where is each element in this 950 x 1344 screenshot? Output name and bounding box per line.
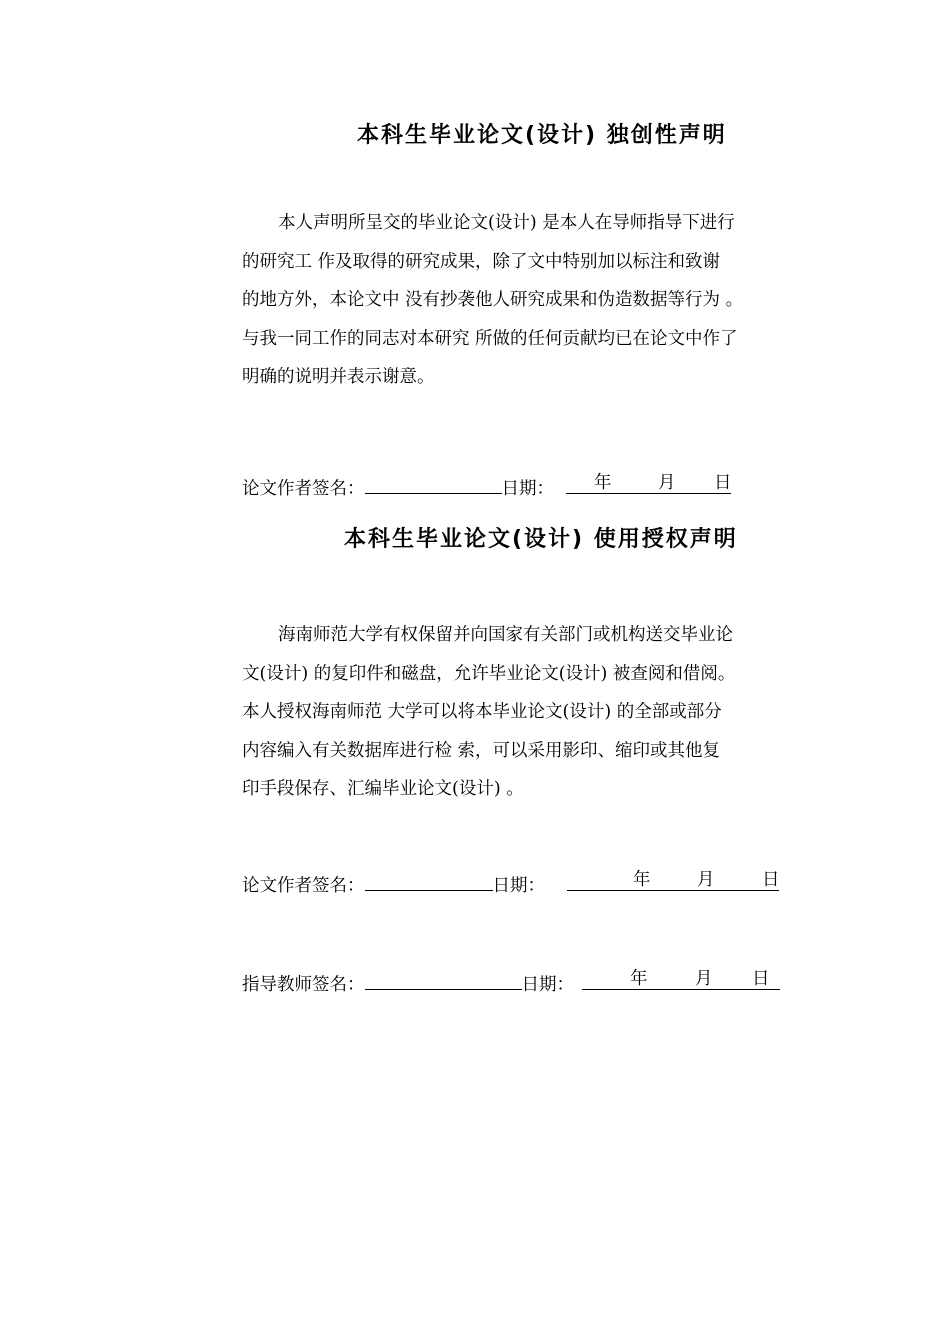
- date-label: 日期：: [521, 975, 574, 995]
- month-label: 月: [658, 473, 676, 493]
- signature-blank[interactable]: [365, 871, 493, 891]
- month-label: 月: [697, 870, 715, 890]
- body-line: 文(设计) 的复印件和磁盘，允许毕业论文(设计) 被查阅和借阅。: [242, 663, 736, 684]
- advisor-signature-label: 指导教师签名：: [242, 975, 365, 995]
- authorization-declaration-body: [242, 622, 735, 815]
- signature-blank[interactable]: [365, 474, 502, 494]
- date-blank[interactable]: [566, 471, 731, 494]
- day-label: 日: [752, 969, 770, 989]
- originality-declaration-title: 本科生毕业论文(设计) 独创性声明: [357, 123, 727, 148]
- authorization-declaration-title: 本科生毕业论文(设计) 使用授权声明: [344, 527, 738, 552]
- body-line: 印手段保存、汇编毕业论文(设计) 。: [242, 779, 524, 799]
- advisor-signature-blank[interactable]: [365, 970, 522, 990]
- day-label: 日: [714, 473, 732, 493]
- author-signature-row: [242, 471, 731, 501]
- signature-label: 论文作者签名：: [242, 876, 365, 896]
- day-label: 日: [762, 870, 780, 890]
- date-blank[interactable]: [567, 868, 779, 891]
- originality-declaration-body: [242, 210, 743, 403]
- body-line: 的地方外，本论文中 没有抄袭他人研究成果和伪造数据等行为 。: [242, 290, 744, 310]
- author-signature-row-2: [242, 868, 779, 898]
- body-line: 与我一同工作的同志对本研究 所做的任何贡献均已在论文中作了: [242, 328, 738, 349]
- year-label: 年: [594, 473, 612, 493]
- date-blank[interactable]: [582, 967, 780, 990]
- body-line: 海南师范大学有权保留并向国家有关部门或机构送交毕业论: [278, 625, 733, 645]
- month-label: 月: [695, 969, 713, 989]
- body-line: 内容编入有关数据库进行检 索，可以采用影印、缩印或其他复: [242, 740, 721, 761]
- body-line: 的研究工 作及取得的研究成果，除了文中特别加以标注和致谢: [242, 251, 721, 272]
- date-label: 日期：: [492, 876, 545, 896]
- year-label: 年: [633, 870, 651, 890]
- signature-label: 论文作者签名：: [242, 479, 365, 499]
- body-line: 明确的说明并表示谢意。: [242, 367, 435, 387]
- year-label: 年: [630, 969, 648, 989]
- body-line: 本人声明所呈交的毕业论文(设计) 是本人在导师指导下进行: [278, 213, 735, 233]
- date-label: 日期：: [501, 479, 554, 499]
- body-line: 本人授权海南师范 大学可以将本毕业论文(设计) 的全部或部分: [242, 702, 722, 722]
- advisor-signature-row: [242, 967, 780, 997]
